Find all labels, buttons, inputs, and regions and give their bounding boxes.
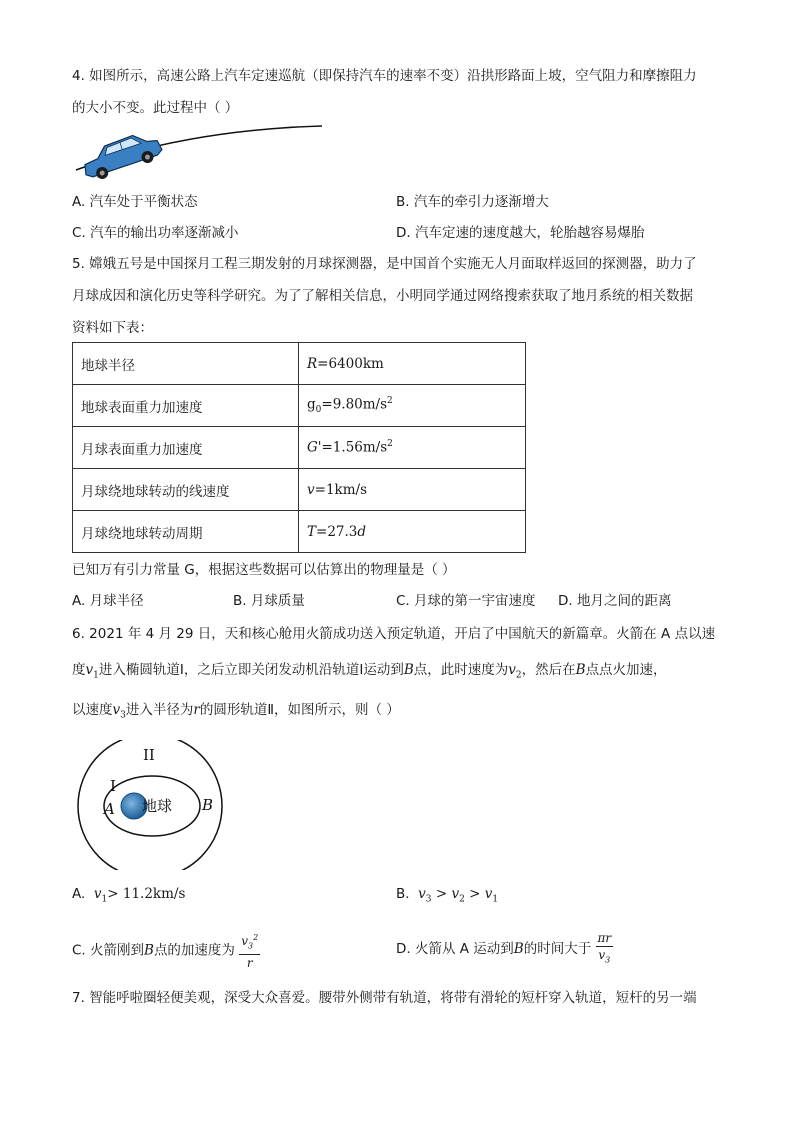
q5-question: 已知万有引力常量 G，根据这些数据可以估算出的物理量是（ ） <box>72 562 456 578</box>
fraction-v3sq-over-r: $\frac{v_3^2}{r}$ <box>239 930 260 971</box>
q6-option-d: D. 火箭从 A 运动到B的时间大于 $\frac{\pi r}{v_3}$ <box>396 930 613 968</box>
point-a-label: A <box>104 800 115 818</box>
orbit-ii-label: II <box>143 746 155 764</box>
table-cell-name: 月球绕地球转动的线速度 <box>73 469 299 511</box>
table-cell-value: T=27.3d <box>299 511 526 553</box>
q4-option-b: B. 汽车的牵引力逐渐增大 <box>396 194 549 210</box>
table-cell-name: 地球半径 <box>73 343 299 385</box>
table-cell-value: $G'=1.56m/s^2$ <box>299 427 526 469</box>
q6-option-c: C. 火箭刚到B点的加速度为 $\frac{v_3^2}{r}$ <box>72 930 260 971</box>
table-row <box>73 511 526 553</box>
table-cell-name: 月球表面重力加速度 <box>73 427 299 469</box>
q5-stem-line2: 月球成因和演化历史等科学研究。为了了解相关信息，小明同学通过网络搜索获取了地月系统的相关数据 <box>72 288 693 304</box>
q6-stem-line3: 以速度$v_3$进入半径为r的圆形轨道Ⅱ，如图所示，则（ ） <box>72 702 400 721</box>
q4-stem-line1: 4. 如图所示，高速公路上汽车定速巡航（即保持汽车的速率不变）沿拱形路面上坡，空气阻力和摩擦阻力 <box>72 68 697 84</box>
table-row <box>73 427 526 469</box>
q6-stem-line2: 度$v_1$进入椭圆轨道Ⅰ，之后立即关闭发动机沿轨道Ⅰ运动到B点，此时速度为$v_2$，然后在B点点火加速， <box>72 662 667 681</box>
q4-stem-line2: 的大小不变。此过程中（ ） <box>72 100 239 116</box>
q5-option-d: D. 地月之间的距离 <box>558 593 672 609</box>
q5-option-b: B. 月球质量 <box>233 593 305 609</box>
q6-option-a: A. $v_1> 11.2km/s$ <box>72 886 186 905</box>
table-cell-value: v=1km/s <box>299 469 526 511</box>
q5-stem-line3: 资料如下表： <box>72 320 153 336</box>
point-b-label: B <box>202 796 214 814</box>
q6-stem-line1: 6. 2021 年 4 月 29 日，天和核心舱用火箭成功送入预定轨道，开启了中国航天的新篇章。火箭在 A 点以速 <box>72 626 716 642</box>
q5-option-c: C. 月球的第一宇宙速度 <box>396 593 536 609</box>
table-cell-value: R=6400km <box>299 343 526 385</box>
q4-car-slope-figure <box>74 122 326 180</box>
q5-stem-line1: 5. 嫦娥五号是中国探月工程三期发射的月球探测器，是中国首个实施无人月面取样返回的探测器，助力了 <box>72 256 697 272</box>
fraction-pir-over-v3: $\frac{\pi r}{v_3}$ <box>597 931 612 965</box>
table-row <box>73 469 526 511</box>
q5-option-a: A. 月球半径 <box>72 593 144 609</box>
earth-label: 地球 <box>142 797 173 815</box>
table-cell-value: $g_0=9.80m/s^2$ <box>299 385 526 427</box>
table-cell-name: 地球表面重力加速度 <box>73 385 299 427</box>
q7-stem-line1: 7. 智能呼啦圈轻便美观，深受大众喜爱。腰带外侧带有轨道，将带有滑轮的短杆穿入轨道，短杆的另一端 <box>72 990 697 1006</box>
orbit-i-label: I <box>110 777 116 795</box>
q4-option-c: C. 汽车的输出功率逐渐减小 <box>72 225 239 241</box>
table-cell-name: 月球绕地球转动周期 <box>73 511 299 553</box>
table-row <box>73 343 526 385</box>
table-row <box>73 385 526 427</box>
q4-option-d: D. 汽车定速的速度越大，轮胎越容易爆胎 <box>396 225 645 241</box>
q6-orbit-diagram <box>70 740 230 870</box>
q4-option-a: A. 汽车处于平衡状态 <box>72 194 198 210</box>
q5-data-table <box>72 342 526 553</box>
q6-option-b: B. $v_3 > v_2 > v_1$ <box>396 886 499 905</box>
